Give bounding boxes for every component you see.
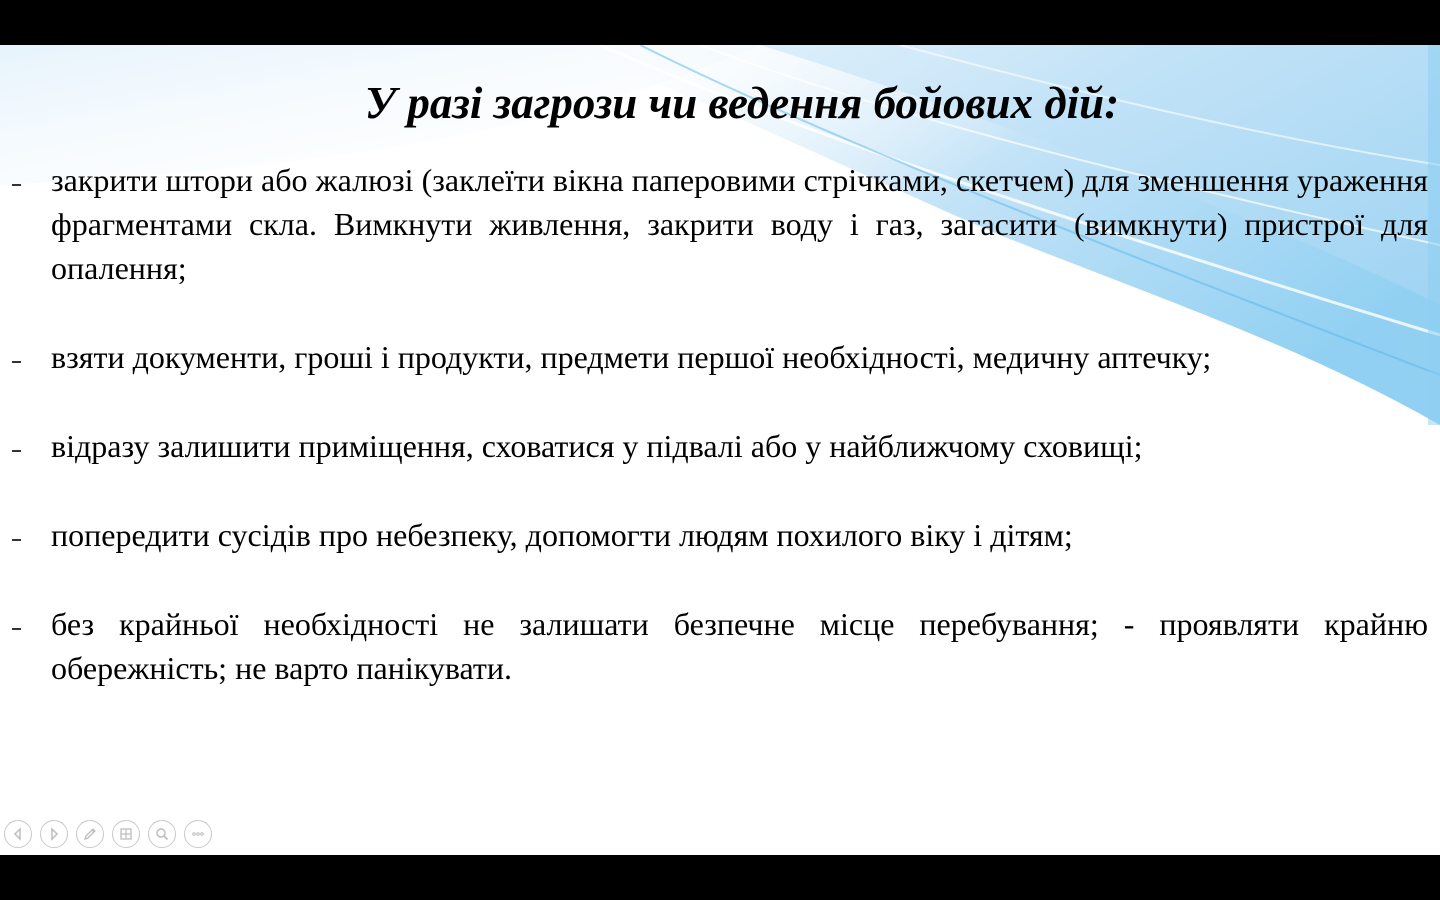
bullet-dash-icon (12, 628, 21, 630)
slides-grid-button[interactable] (112, 820, 140, 848)
letterbox-bottom (0, 855, 1440, 900)
bullet-dash-icon (12, 450, 21, 452)
slide-title: У разі загрози чи ведення бойових дій: (364, 78, 1120, 128)
bullet-dash-icon (12, 361, 21, 363)
previous-slide-button[interactable] (4, 820, 32, 848)
slides-grid-icon (118, 826, 134, 842)
bullet-text: без крайньої необхідності не залишати безпечне місце перебування; - проявляти крайню обережність; не варто панікувати. (51, 606, 1428, 686)
bullet-text: закрити штори або жалюзі (заклеїти вікна паперовими стрічками, скетчем) для зменшення ураження фрагментами скла. Вимкнути живлення, закрити воду і газ, загасити (вимкнути) пристрої для опалення; (51, 162, 1428, 286)
slideshow-controls (4, 820, 212, 852)
next-slide-icon (46, 826, 62, 842)
bullet-dash-icon (12, 184, 21, 186)
bullet-dash-icon (12, 539, 21, 541)
more-options-button[interactable] (184, 820, 212, 848)
more-options-icon (190, 826, 206, 842)
letterbox-top (0, 0, 1440, 45)
bullet-text: взяти документи, гроші і продукти, предмети першої необхідності, медичну аптечку; (51, 339, 1212, 375)
zoom-icon (154, 826, 170, 842)
pen-button[interactable] (76, 820, 104, 848)
zoom-button[interactable] (148, 820, 176, 848)
previous-slide-icon (10, 826, 26, 842)
bullet-text: попередити сусідів про небезпеку, допомогти людям похилого віку і дітям; (51, 517, 1073, 553)
next-slide-button[interactable] (40, 820, 68, 848)
slide (0, 45, 1440, 855)
pen-icon (82, 826, 98, 842)
bullet-text: відразу залишити приміщення, сховатися у підвалі або у найближчому сховищі; (51, 428, 1143, 464)
